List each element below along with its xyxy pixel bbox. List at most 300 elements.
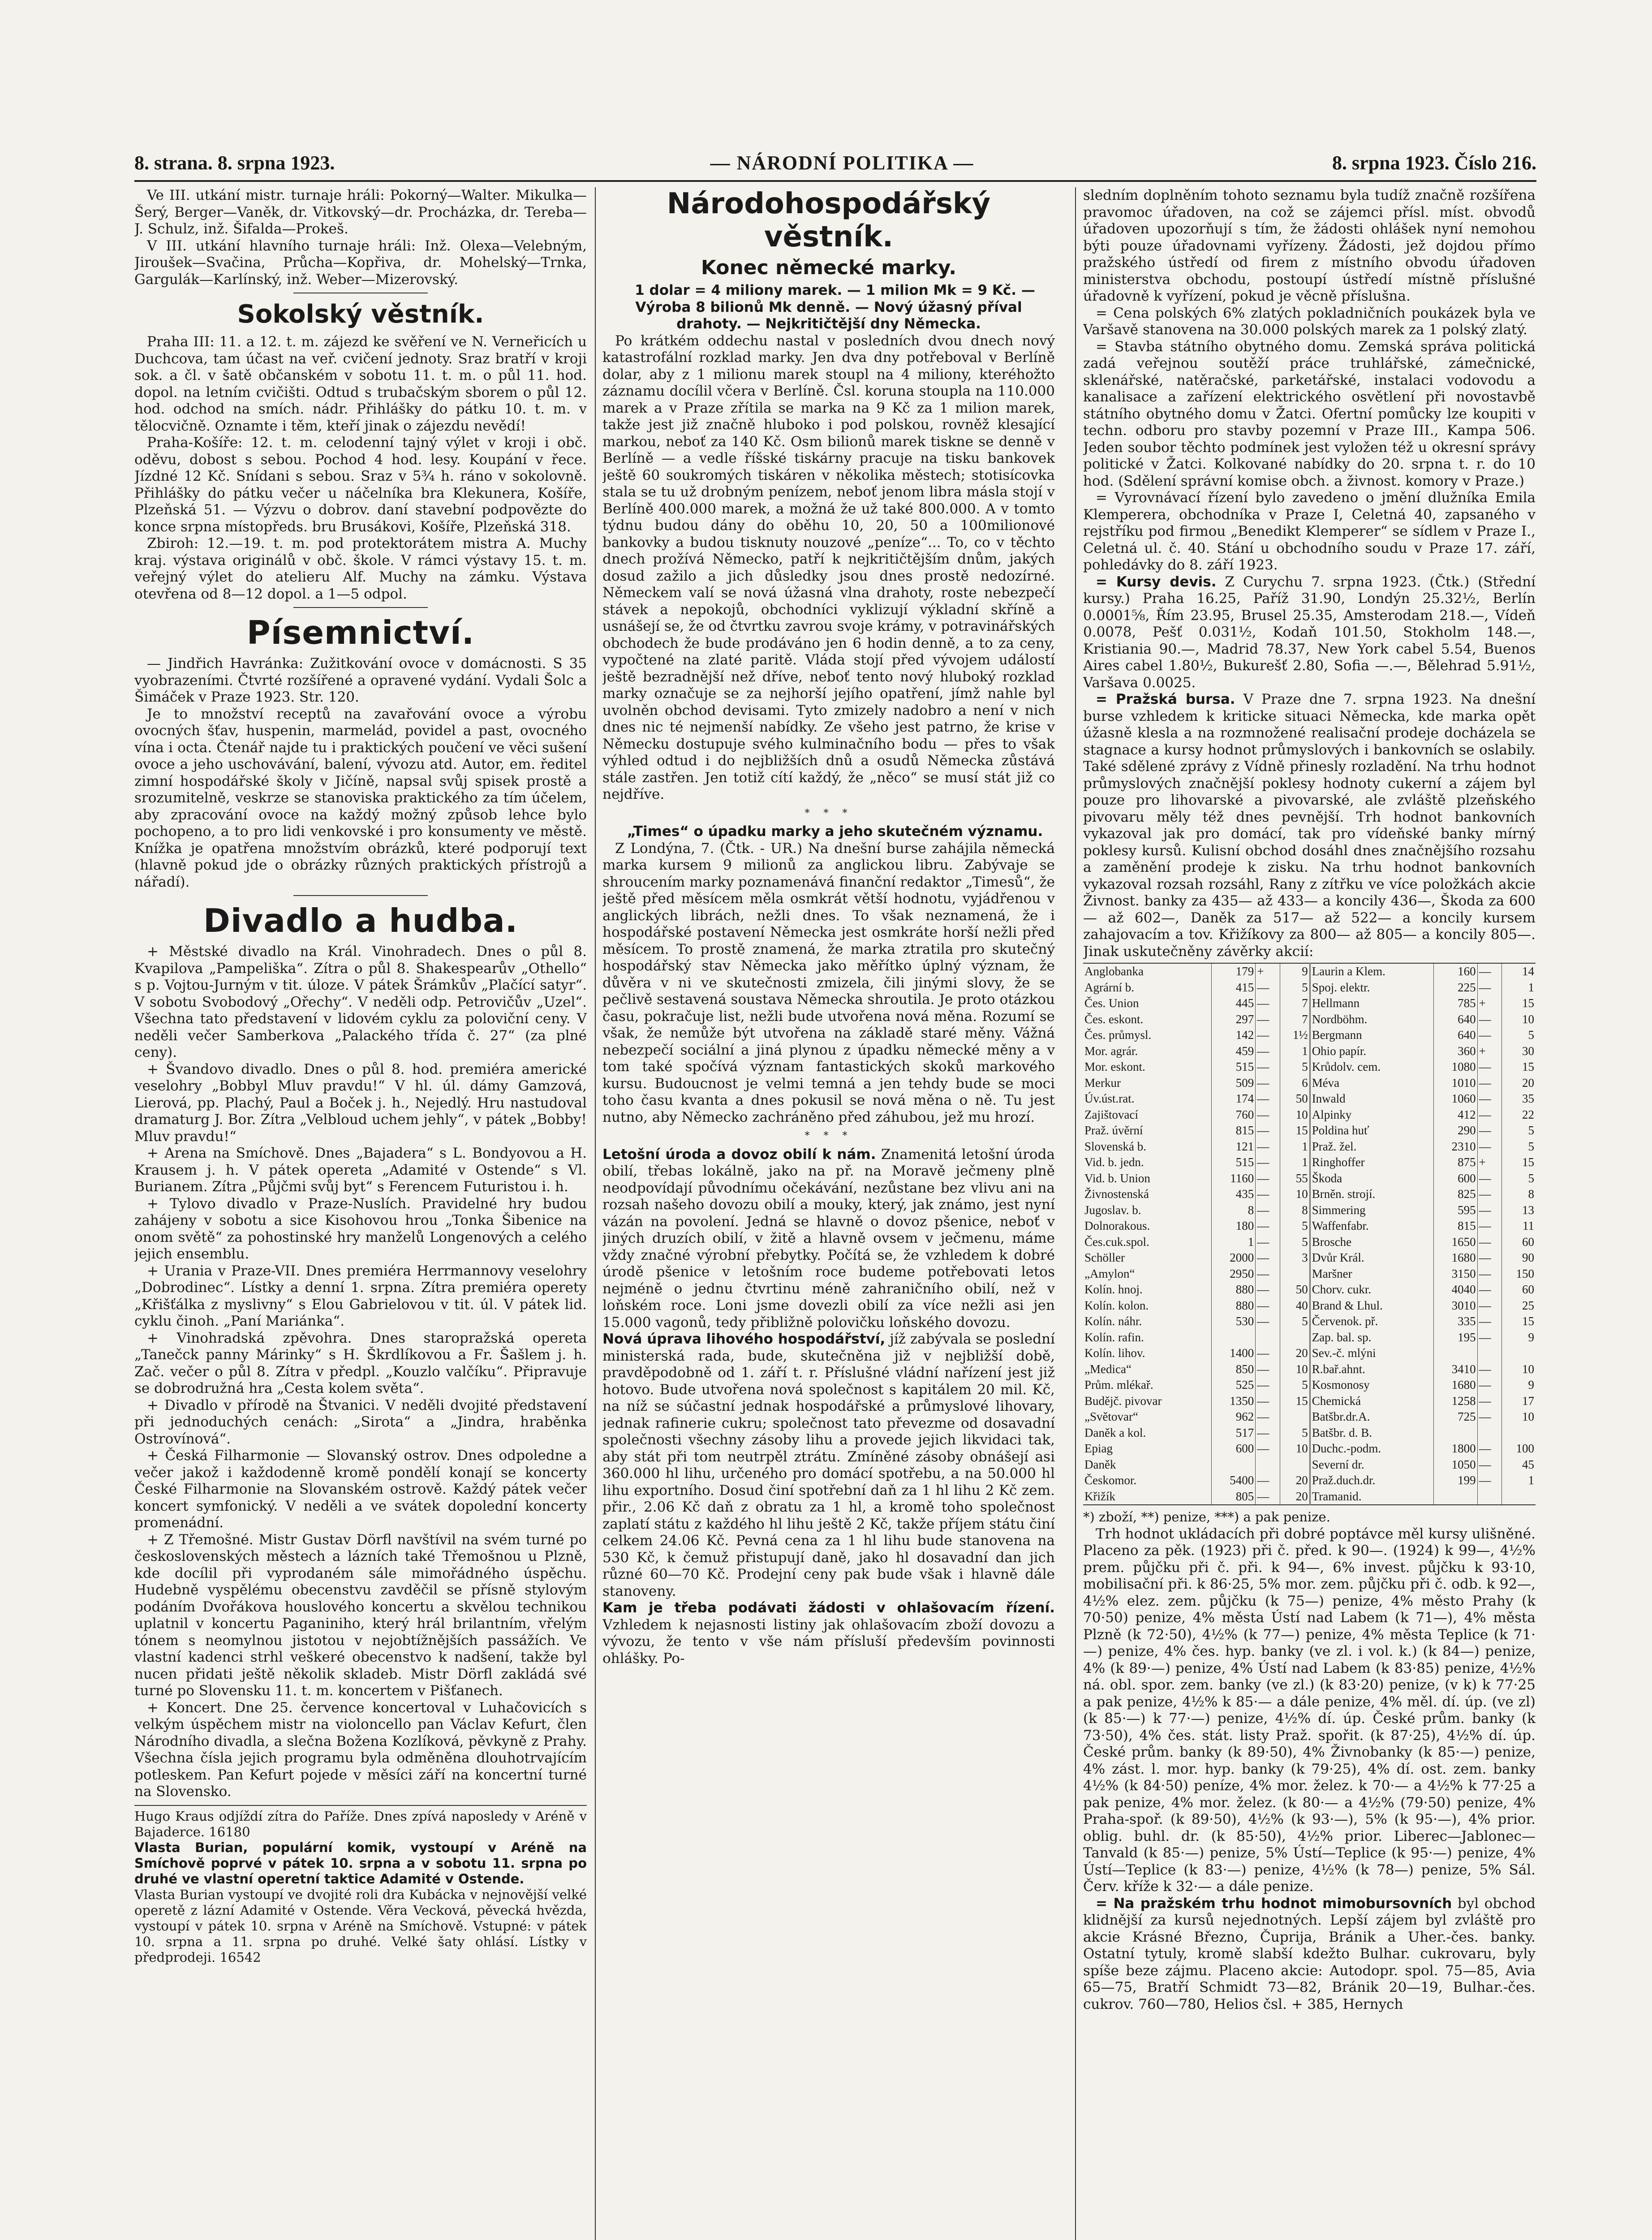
stock-change-sign: — [1477,1012,1502,1028]
stock-table-row [1083,1186,1536,1202]
stock-price: 1650 [1433,1234,1477,1250]
stock-change-sign: — [1256,1345,1280,1361]
theatre-item-7: + Divadlo v přírodě na Štvanici. V neděli dvojité představení při jednoduchých cenách: „Sirota“ a „Jindra, hraběnka Ostrovínová“. [134,1397,587,1447]
liquor-headline: Nová úprava lihového hospodářství, [602,1331,886,1347]
stock-table-row [1083,1266,1536,1282]
stock-price: 517 [1212,1425,1256,1441]
literature-item-2: Je to množství receptů na zavařování ovoce a výrobu ovocných šťav, huspenin, marmelád, povidel a past, ovocného vína i octa. Čtenář najde tu i praktických poučení ve věci sušení ovoce a jeho uschovávání, balení, vývozu atd. Autor, em. ředitel zimní hospodářské školy v Jičíně, napsal svůj spisek prostě a srozumitelně, veskrze se stanoviska praktického za tím účelem, aby zpracování ovoce na každý možný způsob lehce bylo pochopeno, a to pro lidi venkovské i pro konsumenty ve městě. Knížka je opatřena množstvím obrázků, které podporují text (hlavně pokud jde o obrázky různých praktických přístrojů a nářadí). [134,706,587,890]
column-divider-1 [595,187,596,2240]
stock-change-sign: — [1256,1059,1280,1075]
bonds-report: Trh hodnot ukládacích při dobré poptávce měl kursy ulišněné. Placeno za pěk. (1923) při č. před. k 90—. (1924) k 99—, 4½% prem. půjčku při č. při. k 94—, 6% invest. půjčku k 93·10, mobilisační při. k 86·25, 5% mor. zem. půjčku při č. odb. k 92—, 4½% elez. zem. půjčku (k 75—) penize, 4% město Prahy (k 70·50) penize, 4% města Ústí nad Labem (k 71—), 4% města Plzně (k 72·50), 4½% (k 77—) penize, 4% města Teplice (k 71·—) penize, 4% čes. hyp. banky (ve zl. i vol. k.) (k 84—) penize, 4% (k 89·—) penize, 4% Ústí nad Labem (k 83·85) penize, 4½% ná. obl. spor. zem. banky (ve zl.) (k 83·20) penize, (v k) k 77·25 a pak penize, 4½% k 85·— a dále penize, 4% měl. dí. úp. (ve zl) (k 85·—) k 77·—) penize, 4½% dí. úp. České prům. banky (k 73·50), 4% čes. stát. listy Praž. spořit. (k 87·25), 4½% dí. úp. České prům. banky (k 89·50), 4% Živnobanky (k 85·—) penize, 4% zást. l. mor. hyp. banky (k 79·25), 4% dí. ost. zem. banky 4½% (k 84·50) peníze, 4% mor. želez. k 70·— a 4½% k 77·25 a pak penize, 4% mor. želez. (k 80·— a 4½% (79·50) penize, 4% Praha-spoř. (k 89·50), 4½% (k 93·—), 5% (k 95·—), 4% prior. oblig. buhl. dr. (k 85·50), 4½% prior. Liberec—Jablonec—Tanvald (k 85·—) penize, 5% Ústí—Teplice (k 95·—) penize, 4% Ústí—Teplice (k 83·—) penize, 4½% (k 78—) penize, 5% Sál. Červ. kříže k 32·— a dále penize. [1083,1525,1536,1895]
column-3 [1083,187,1536,2240]
stock-price: 179 [1212,963,1256,980]
stock-price: 1680 [1433,1377,1477,1393]
stock-name: Červenok. př. [1310,1314,1433,1330]
stock-change-sign: — [1477,963,1502,980]
stock-table-row [1083,963,1536,980]
stock-price: 962 [1212,1409,1256,1425]
stock-price: 1080 [1433,1059,1477,1075]
stock-change: 5 [1502,1171,1536,1187]
theatre-item-5: + Urania v Praze-VII. Dnes premiéra Herrmannovy veselohry „Dobrodinec“. Lístky a denní 1. srpna. Zítra premiéra operety „Křišťálka z myslivny“ s Elou Gabrielovou v tit. úl. V pátek lid. cyklu činoh. „Paní Mariánka“. [134,1262,587,1329]
stock-price: 180 [1212,1218,1256,1234]
harvest-body: Znamenitá letošní úroda obilí, třebas lokálně, jako na př. na Moravě ječmeny plně neodpovídají původnímu očekávání, nezůstane bez vlivu ani na rozsah našeho dovozu obilí a mouky, který, jak známo, jest nyní vázán na povolení. Jedná se hlavně o dovoz pšenice, neboť v jiných druzích obilí, v žitě a hlavně ovsem v ječmenu, máme vždy značné výrobní přebytky. Počítá se, že vzhledem k dobré úrodě pšenice v letošním roce budeme potřebovati letos nejméně o jednu čtvrtinu méně zahraničního obilí, než v loňském roce. Loni jsme dovezli obilí za více nežli asi jen 15.000 vagonů, tedy přibližně polovičku loňského dovozu. [602,1146,1055,1331]
stock-change: 15 [1502,1059,1536,1075]
stock-change-sign: — [1256,1473,1280,1489]
stock-change-sign: — [1256,1139,1280,1155]
stock-name: Mor. agrár. [1084,1044,1138,1058]
stock-price: 2000 [1212,1250,1256,1266]
stock-name: Praž.duch.dr. [1310,1473,1433,1489]
stock-change: 5 [1280,1059,1310,1075]
stock-name: Čes. eskont. [1084,1012,1144,1026]
otc-headline: = Na pražském trhu hodnot mimobursovních [1096,1895,1452,1912]
stock-name: Severní dr. [1310,1457,1433,1473]
stock-price: 815 [1433,1218,1477,1234]
stock-change: 20 [1280,1473,1310,1489]
stock-change: 5 [1502,1027,1536,1043]
stock-price: 1258 [1433,1393,1477,1409]
stock-name: Poldina huť [1310,1123,1433,1139]
stock-name: Brněn. strojí. [1310,1186,1433,1202]
sokol-section-title: Sokolský věstník. [237,300,484,329]
stock-change: 1 [1280,1154,1310,1171]
stock-change: 5 [1502,1139,1536,1155]
stock-change-sign: — [1256,1298,1280,1314]
requests-body: Vzhledem k nejasnosti listiny jak ohlašovacím zboží dovozu a vývozu, že tento v vše nám přísluší především povinnosti ohlášky. Po- [602,1616,1055,1667]
stock-change [1280,1266,1310,1282]
stock-price [1433,1345,1477,1361]
stock-price: 640 [1433,1012,1477,1028]
stock-change-sign: — [1477,980,1502,996]
notice-2: = Stavba státního obytného domu. Zemská správa politická zadá veřejnou soutěží práce truhlářské, zámečnické, sklenářské, natěračské, parketářské, instalaci vodovodu a kanalisace a zařízení elektrického osvětlení při novostavbě státního obytného domu v Žatci. Ofertní pomůcky lze koupiti v techn. odboru pro stavby pozemní v Praze III., Kampa 506. Jeden soubor těchto podmínek jest vyložen též u okresní správy politické v Žatci. Kolkované nabídky do 20. srpna t. r. do 10 hod. (Sdělení správní komise obch. a živnost. komory v Praze.) [1083,338,1536,489]
divider-stars: * * * [804,807,853,819]
stock-name: Simmering [1310,1202,1433,1219]
economy-section-title: Národohospodářský věstník. [667,187,991,254]
stock-price: 825 [1433,1186,1477,1202]
stock-price: 785 [1433,995,1477,1012]
stock-table-row [1083,1377,1536,1393]
stock-change-sign [1477,1425,1502,1441]
theatre-item-8: + Česká Filharmonie — Slovanský ostrov. Dnes odpoledne a večer jakož i každodenně kromě pondělí konají se koncerty České Filharmonie na Slovanském ostrově. Každý pátek večer koncert symfonický. V neděli a ve svátek dopolední koncerty promenádní. [134,1447,587,1531]
stock-change: 8 [1280,1202,1310,1219]
stock-price: 412 [1433,1107,1477,1123]
stock-price: 2310 [1433,1139,1477,1155]
stock-price: 530 [1212,1314,1256,1330]
header-rule [134,180,1536,182]
stock-price: 600 [1433,1171,1477,1187]
stock-name: Maršner [1310,1266,1433,1282]
stock-name: Hellmann [1310,995,1433,1012]
notice-1: = Cena polských 6% zlatých pokladničních poukázek byla ve Varšavě stanovena na 30.000 polských marek za 1 polský zlatý. [1083,305,1536,338]
stock-change: 10 [1502,1012,1536,1028]
stock-table-row [1083,1345,1536,1361]
stock-table-row [1083,1234,1536,1250]
stock-price: 2950 [1212,1266,1256,1282]
stock-name: Zajištovací [1084,1107,1138,1121]
stock-change: 14 [1502,963,1536,980]
stock-change: 45 [1502,1457,1536,1473]
stock-change-sign: — [1477,1027,1502,1043]
stock-price: 1060 [1433,1091,1477,1107]
stock-change [1502,1345,1536,1361]
stock-price: 725 [1433,1409,1477,1425]
stock-change-sign: + [1477,1043,1502,1060]
stock-change-sign: — [1477,1186,1502,1202]
advertisement-block [134,1805,587,1965]
stock-price: 515 [1212,1059,1256,1075]
stock-change-sign [1256,1330,1280,1346]
stock-name: R.bař.ahnt. [1310,1361,1433,1378]
bourse-body: V Praze dne 7. srpna 1923. Na dnešní burse vzhledem k kriticke situaci Německa, kde marka opět úžasně klesla a na rozmnožené realisační prodeje docházela se stagnace a kursy hodnot průmyslových i bankovních se oslabily. Také sdělené zprávy z Vídně přinesly rozladění. Na trhu hodnot průmyslových značnější poklesy hodnoty cukerní a zájem byl pouze pro lihovarské a pivovarské, ale zvláště plzeňského pivovaru měly též dnes pevnější. Trh hodnot bankovních vykazoval jak pro domácí, tak pro vídeňské banky mírný poklesy kursů. Kulisní obchod dosáhl dnes značnějšího rozsahu a zaměnění prodeje k zisku. Na trhu hodnot bankovních vykazoval rozsah rozsáhl, Rany z zítřku ve více položkách akcie Živnost. banky za 435— až 433— a koncily 436—, Škoda za 600— až 602—, Daněk za 517— až 522— a koncily kursem zahajovacím a tov. Křižíkovy za 800— až 805— a koncily 805—. Jinak uskutečněny závěrky akcií: [1083,691,1536,960]
stock-price: 290 [1433,1123,1477,1139]
stock-price: 160 [1433,963,1477,980]
stock-change-sign: — [1256,1154,1280,1171]
stock-price: 515 [1212,1154,1256,1171]
article-headline: Konec německé marky. [701,256,957,279]
stock-price: 360 [1433,1043,1477,1060]
stock-change-sign: + [1477,1154,1502,1171]
stock-price: 595 [1433,1202,1477,1219]
stock-price: 199 [1433,1473,1477,1489]
stock-name: Anglobanka [1084,965,1144,978]
stock-name: Batšbr. d. B. [1310,1425,1433,1441]
stock-change-sign: + [1477,995,1502,1012]
stock-name: Vid. b. Union [1084,1171,1150,1185]
stock-name: Duchc.-podm. [1310,1441,1433,1457]
stock-name: Waffenfabr. [1310,1218,1433,1234]
stock-change: 20 [1280,1489,1310,1505]
notice-3: = Vyrovnávací řízení bylo zavedeno o jmění dlužníka Emila Klemperera, obchodníka v Praze I, Celetná 40, zapsaného v rejstříku pod firmou „Benedikt Klemperer“ se sídlem v Praze I., Celetná ul. č. 40. Stání u obchodního soudu v Praze 17. září, pohledávky do 8. září 1923. [1083,490,1536,573]
stock-table-row [1083,1202,1536,1219]
times-headline: „Times“ o úpadku marky a jeho skutečném významu. [627,823,1043,840]
stock-change: 22 [1502,1107,1536,1123]
stock-change-sign: — [1477,1330,1502,1346]
stock-price: 297 [1212,1012,1256,1028]
otc-body: byl obchod klidnější za kursů nejednotných. Lepší zájem byl zvláště pro akcie Krásné Březno, Čuprija, Bránik a Uher.-čes. banky. Ostatní tytuly, kromě slabší kdežto Bulhar. cukrovaru, byly spíše beze zájmu. Placeno akcie: Autodopr. spol. 75—85, Avia 65—75, Bratří Schmidt 73—82, Bránik 20—19, Bulhar.-čes. cukrov. 760—780, Helios čsl. + 385, Hernych [1083,1895,1536,2012]
stock-change-sign [1256,1457,1280,1473]
sokol-item-3: Zbiroh: 12.—19. t. m. pod protektorátem mistra A. Muchy kraj. výstava originálů v obč. škole. V rámci výstavy 15. t. m. veřejný výlet do atelieru Alf. Muchy na zámku. Výstava otevřena od 8—12 dopol. a 1—5 odpol. [134,535,587,602]
stock-change-sign: — [1256,1393,1280,1409]
stock-change: 5 [1280,1234,1310,1250]
stock-name: Méva [1310,1075,1433,1091]
stock-price: 415 [1212,980,1256,996]
stock-name: Dvůr Král. [1310,1250,1433,1266]
stock-change: 50 [1280,1282,1310,1298]
stock-change-sign: — [1477,1107,1502,1123]
stock-change: 20 [1280,1345,1310,1361]
stock-change-sign: — [1256,1266,1280,1282]
stock-table-row [1083,1171,1536,1187]
stock-price: 1160 [1212,1171,1256,1187]
stock-table-row [1083,1282,1536,1298]
stock-name: Jugoslav. b. [1084,1203,1141,1217]
stock-name: „Světovar“ [1084,1410,1138,1423]
stock-table-row [1083,1489,1536,1505]
stock-change: 7 [1280,995,1310,1012]
stock-change: 1 [1280,1139,1310,1155]
stock-price: 435 [1212,1186,1256,1202]
stock-change-sign: — [1477,1202,1502,1219]
stock-change-sign: — [1256,1043,1280,1060]
stock-name: Daněk a kol. [1084,1426,1146,1439]
stock-change: 50 [1280,1091,1310,1107]
stock-name: Vid. b. jedn. [1084,1155,1144,1169]
stock-table-row [1083,1330,1536,1346]
divider [293,607,428,608]
stock-name: Čes. průmysl. [1084,1028,1152,1042]
requests-headline: Kam je třeba podávati žádosti v ohlašovacím řízení. [602,1600,1055,1616]
column-2 [602,187,1055,2240]
stock-change: 20 [1502,1075,1536,1091]
stock-change-sign: — [1256,1107,1280,1123]
stock-change: 10 [1502,1361,1536,1378]
stock-change-sign: — [1256,1377,1280,1393]
stock-price: 640 [1433,1027,1477,1043]
stock-change-sign: — [1256,1218,1280,1234]
stock-table-row [1083,1139,1536,1155]
stock-price: 875 [1433,1154,1477,1171]
stock-change: 15 [1280,1393,1310,1409]
stock-name: Dolnorakous. [1084,1219,1150,1232]
stock-name: Schöller [1084,1251,1125,1264]
article-body: Po krátkém oddechu nastal v posledních dvou dnech nový katastrofální rozklad marky. Jen dva dny potřeboval v Berlíně dolar, aby z 1 milionu marek stoupl na 4 miliony, kteréhožto záznamu docílil včera v Berlíně. Čsl. koruna stoupla na 110.000 marek a v Praze zřítila se marka na 9 Kč za 1 milion marek, takže jest již značně hluboko i pod polskou, rovněž klesající markou, neboť za 140 Kč. Osm bilionů marek tiskne se denně v Berlíně — a vedle říšské tiskárny pracuje na tisku bankovek ještě 60 soukromých tiskáren v několika městech; stotisícovka stala se tu už drobným penízem, neboť jenom libra másla stojí v Berlíně 400.000 marek, a možná že už také 800.000. A v tomto týdnu budou dány do oběhu 10, 20, 50 a 100milionové bankovky a budou tisknuty nouzové „peníze“... To, co v těchto dnech prožívá Německo, patří k nejkritičtějším dnům, jakých dosud zažilo a jich důsledky jsou dnes prostě nedozírné. Německem valí se nová úžasná vlna drahoty, roste nebezpečí stávek a nepokojů, obchodníci vyklizují výkladní skříně a usnášejí se, že od čtvrtku zavrou svoje krámy, v potravinářských obchodech že bude prodáváno jen 6 hodin denně, a to za ceny, vypočtené na zlaté paritě. Vláda stojí před vývojem událostí ještě bezradnější než dříve, neboť tento nový hluboký rozklad marky označuje se za nejhorší jejího opatření, jímž nahle byl uvolněn obchod devisami. Tyto zmizely nadobro a není v nich dnes nic té nejmenší nabídky. Ze všeho jest patrno, že krise v Německu dostupuje svého kulminačního bodu — přes to však výhled odtud i do nejbližších dnů a osudů Německa zůstává stále zastřen. Jen totiž cítí každý, že „něco“ se musí stát již co nejdříve. [602,332,1055,802]
stock-change-sign: — [1256,1123,1280,1139]
stock-name: Čes. Union [1084,996,1139,1010]
stock-change-sign: — [1477,1314,1502,1330]
advertisement-2: Vlasta Burian, populární komik, vystoupí v Aréně na Smíchově poprvé v pátek 10. srpna a v sobotu 11. srpna po druhé ve vlastní operetní taktice Adamité v Ostende. [134,1839,587,1887]
theatre-item-4: + Tylovo divadlo v Praze-Nuslích. Pravidelné hry budou zahájeny v sobotu a sice Kisohovou hrou „Tonka Šibenice na onom světě“ za pohostinské hry manželů Longenových a celého jejich ensemblu. [134,1195,587,1262]
stock-change: 10 [1280,1441,1310,1457]
stock-price: 1050 [1433,1457,1477,1473]
stock-name: Mor. eskont. [1084,1060,1145,1073]
divider-stars: * * * [804,1130,853,1142]
stock-name: Chorv. cukr. [1310,1282,1433,1298]
stock-change-sign: — [1477,1250,1502,1266]
stock-table-row [1083,1012,1536,1028]
stock-name: Praž. úvěrní [1084,1124,1143,1137]
literature-item-1: — Jindřich Havránka: Zužitkování ovoce v domácnosti. S 35 vyobrazeními. Čtvrté rozšířené a opravené vydání. Vydali Šolc a Šimáček v Praze 1923. Str. 120. [134,655,587,705]
stock-change-sign: — [1256,1282,1280,1298]
stock-change: 5 [1280,1218,1310,1234]
stock-table-note: *) zboží, **) penize, ***) a pak penize. [1083,1509,1330,1525]
stock-change-sign: — [1477,1441,1502,1457]
stock-change-sign: — [1256,1075,1280,1091]
stock-name: Laurin a Klem. [1310,963,1433,980]
stock-price: 195 [1433,1330,1477,1346]
stock-change-sign: — [1477,1361,1502,1378]
stock-table-row [1083,1393,1536,1409]
stock-price: 459 [1212,1043,1256,1060]
stock-change: 25 [1502,1298,1536,1314]
stock-change: 5 [1280,1425,1310,1441]
stock-price: 174 [1212,1091,1256,1107]
stock-name: Budějč. pivovar [1084,1394,1162,1408]
chess-report-1: Ve III. utkání mistr. turnaje hráli: Pokorný—Walter. Mikulka—Šerý, Berger—Vaněk, dr. Vitkovský—dr. Procházka, dr. Tereba—J. Schulz, inž. Šifalda—Prokeš. [134,187,587,237]
stock-table-row [1083,1123,1536,1139]
stock-name: Alpinky [1310,1107,1433,1123]
stock-name: Praž. žel. [1310,1139,1433,1155]
stock-table-row [1083,1361,1536,1378]
stock-price: 805 [1212,1489,1256,1505]
stock-table-row [1083,1441,1536,1457]
stock-change-sign: + [1256,963,1280,980]
stock-change: 13 [1502,1202,1536,1219]
stock-change: 15 [1280,1123,1310,1139]
stock-name: Prům. mlékař. [1084,1378,1153,1391]
stock-change-sign: — [1477,1139,1502,1155]
stock-price: 1400 [1212,1345,1256,1361]
stock-change: 100 [1502,1441,1536,1457]
stock-change: 9 [1280,963,1310,980]
bourse-headline: = Pražská bursa. [1096,691,1235,707]
stock-change-sign: — [1477,1075,1502,1091]
stock-change-sign: — [1477,1409,1502,1425]
stock-change-sign: — [1256,980,1280,996]
stock-change: 1 [1502,1473,1536,1489]
stock-change: 90 [1502,1250,1536,1266]
stock-change [1280,1457,1310,1473]
stock-name: „Amylon“ [1084,1266,1135,1280]
stock-change-sign: — [1477,1123,1502,1139]
stock-price: 3150 [1433,1266,1477,1282]
stock-change [1280,1409,1310,1425]
harvest-headline: Letošní úroda a dovoz obilí k nám. [602,1146,876,1163]
stock-table-row [1083,1043,1536,1060]
stock-table-row [1083,1409,1536,1425]
stock-change [1280,1330,1310,1346]
stock-price: 1010 [1433,1075,1477,1091]
stock-change: 17 [1502,1393,1536,1409]
page-header [134,151,1536,178]
stock-price: 3010 [1433,1298,1477,1314]
stock-change: 40 [1280,1298,1310,1314]
stock-change [1502,1425,1536,1441]
stock-change-sign: — [1477,1218,1502,1234]
theatre-item-10: + Koncert. Dne 25. července koncertoval v Luhačovicích s velkým úspěchem mistr na violoncello pan Václav Kefurt, člen Národního divadla, a slečna Božena Kozlíková, pěvkyně z Prahy. Všechna čísla jejich programu byla odměněna dlouhotrvajícím potleskem. Pan Kefurt pojede v měsíci září na koncertní turné na Slovensko. [134,1699,587,1800]
stock-price [1212,1330,1256,1346]
stock-change: 9 [1502,1377,1536,1393]
liquor-body: jíž zabývala se poslední ministerská rada, bude, skutečněna již v nejbližší době, pravděpodobně od 1. září t. r. Příslušné vládní nařízení jest již hotovo. Bude utvořena nová společnost s kapitálem 20 mil. Kč, na níž se súčastní jednak hospodářské a průmyslové lihovary, jednak rafinerie cukru; společnost tato převezme od dosavadní společnosti všechny zásoby lihu a provede jejich likvidaci tak, aby stát při tom neutrpěl ztrátu. Zmíněné zásoby obnášejí asi 360.000 hl lihu, určeného pro domácí spotřebu, a na 50.000 hl lihu exportního. Dosud činí spotřební daň za 1 hl lihu 2 Kč zem. přir., 2.06 Kč daň z obratu za 1 hl, a kromě toho společnost zaplatí státu z každého hl lihu ještě 2 Kč, takže příjem státu činí celkem 24.06 Kč. Pevná cena za 1 hl lihu bude stanovena na 530 Kč, k čemuž přistupují daně, jako hl dosavadní dan jich různé 60—70 Kč. Prodejní ceny pak bude však i hlavně dále stanoveny. [602,1331,1055,1599]
stock-price: 335 [1433,1314,1477,1330]
stock-table-row [1083,1218,1536,1234]
stock-change: 5 [1502,1123,1536,1139]
stock-name: Spoj. elektr. [1310,980,1433,996]
stock-change: 15 [1502,1154,1536,1171]
stock-table-row [1083,1473,1536,1489]
stock-price: 600 [1212,1441,1256,1457]
stock-table-row [1083,1314,1536,1330]
stock-change-sign: — [1477,1457,1502,1473]
stock-change-sign: — [1256,1027,1280,1043]
stock-price: 445 [1212,995,1256,1012]
stock-name: Inwald [1310,1091,1433,1107]
stock-price: 225 [1433,980,1477,996]
stock-name: Slovenská b. [1084,1139,1146,1153]
stock-change-sign: — [1256,1361,1280,1378]
stock-change-sign: — [1477,1298,1502,1314]
stock-change: 8 [1502,1186,1536,1202]
stock-change-sign: — [1477,1377,1502,1393]
stock-name: Kolín. hnoj. [1084,1283,1143,1296]
stock-name: Ohio papír. [1310,1043,1433,1060]
column-1 [134,187,587,2240]
stock-name: Kosmonosy [1310,1377,1433,1393]
stock-name: Chemická [1310,1393,1433,1409]
stock-table-row [1083,1027,1536,1043]
stock-table-row [1083,980,1536,996]
stock-change-sign: — [1477,1473,1502,1489]
advertisement-1: Hugo Kraus odjíždí zítra do Paříže. Dnes zpívá naposledy v Aréně v Bajaderce. 16180 [134,1808,587,1839]
stock-name: „Medica“ [1084,1362,1131,1376]
stock-table-row [1083,995,1536,1012]
stock-change: 9 [1502,1330,1536,1346]
stock-price: 1 [1212,1234,1256,1250]
stock-price: 880 [1212,1298,1256,1314]
stock-change [1502,1489,1536,1505]
stock-change: 5 [1280,1377,1310,1393]
stock-change: 1½ [1280,1027,1310,1043]
stock-change: 150 [1502,1266,1536,1282]
stock-change: 10 [1280,1186,1310,1202]
stock-price: 815 [1212,1123,1256,1139]
continuation-text: sledním doplněním tohoto seznamu byla tudíž značně rozšířena pravomoc úřadoven, na což se zájemci přísl. míst. obvodů úřadoven upozorňují s tím, že žádosti ohlášek nyní nemohou býti pouze úřadovnami vyřízeny. Žádosti, jež dojdou přímo pražského ústředí od firem z místního obvodu úřadoven ministerstva obchodu, postoupí ústředí místně příslušné úřadovně k vyřízení, pokud je věcně příslušna. [1083,187,1536,304]
stock-price: 5400 [1212,1473,1256,1489]
stock-price: 509 [1212,1075,1256,1091]
stock-change: 1 [1280,1043,1310,1060]
stock-change: 15 [1502,1314,1536,1330]
stock-change: 35 [1502,1091,1536,1107]
stock-change: 30 [1502,1043,1536,1060]
stock-price [1212,1457,1256,1473]
stock-change: 11 [1502,1218,1536,1234]
stock-price: 880 [1212,1282,1256,1298]
stock-price: 1800 [1433,1441,1477,1457]
stock-change-sign: — [1477,1091,1502,1107]
stock-name: Tramanid. [1310,1489,1433,1505]
stock-change: 10 [1280,1107,1310,1123]
stock-name: Zap. bal. sp. [1310,1330,1433,1346]
stock-name: Nordböhm. [1310,1012,1433,1028]
stock-price: 760 [1212,1107,1256,1123]
stock-table-row [1083,1298,1536,1314]
stock-name: Škoda [1310,1171,1433,1187]
stock-change-sign: — [1256,1409,1280,1425]
stock-name: Čes.cuk.spol. [1084,1235,1149,1249]
stock-table-row [1083,1091,1536,1107]
stock-change-sign: — [1256,1234,1280,1250]
stock-change-sign: — [1477,1234,1502,1250]
literature-section-title: Písemnictví. [246,614,475,651]
stock-price: 525 [1212,1377,1256,1393]
stock-name: Českomor. [1084,1473,1137,1487]
chess-report-2: V III. utkání hlavního turnaje hráli: Inž. Olexa—Velebným, Jiroušek—Svačina, Průcha—Kopřiva, dr. Mohelský—Trnka, Gargulák—Karlínský, inž. Weber—Mizerovský. [134,237,587,288]
header-masthead: — NÁRODNÍ POLITIKA — [710,152,974,174]
stock-change: 60 [1502,1282,1536,1298]
stock-change-sign: — [1477,1282,1502,1298]
header-issue-number: 8. srpna 1923. Číslo 216. [1332,152,1536,174]
stock-change-sign: — [1256,1489,1280,1505]
stock-table-row [1083,1154,1536,1171]
stock-change: 3 [1280,1250,1310,1266]
stock-price: 4040 [1433,1282,1477,1298]
stock-change: 5 [1280,980,1310,996]
stock-name: Ringhoffer [1310,1154,1433,1171]
stock-change: 55 [1280,1171,1310,1187]
stock-name: Bergmann [1310,1027,1433,1043]
stock-change-sign: — [1256,1171,1280,1187]
stock-table-row [1083,1425,1536,1441]
stock-table-row [1083,1457,1536,1473]
